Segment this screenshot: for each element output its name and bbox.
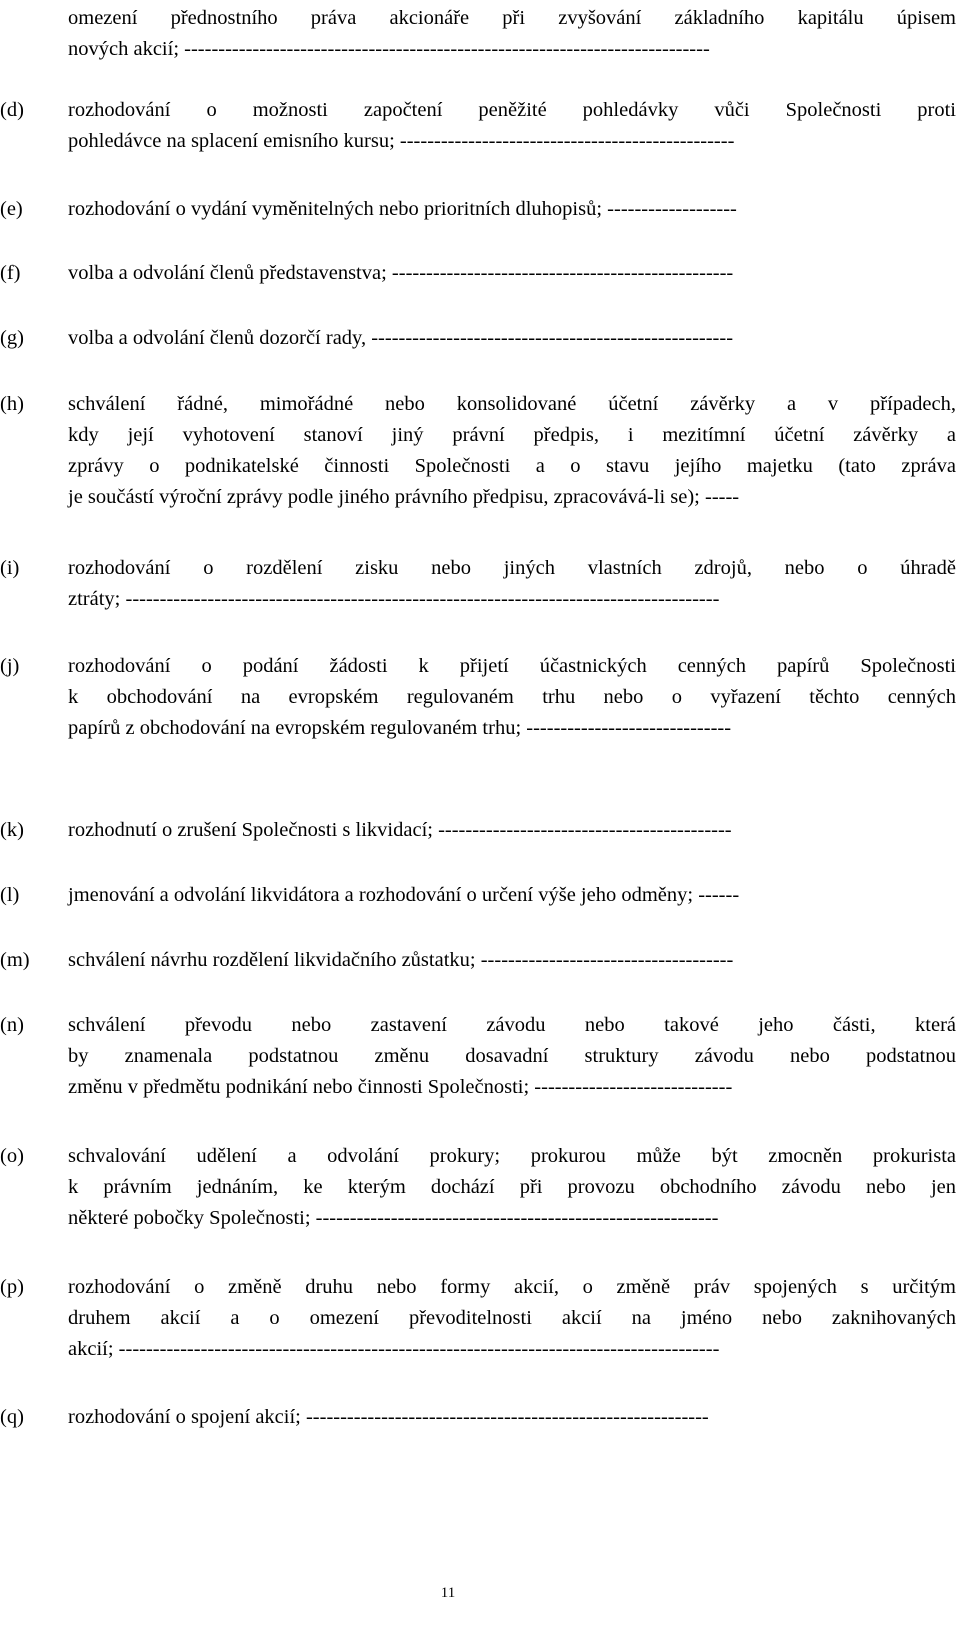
item-text: [68, 1272, 956, 1365]
text-line: rozhodování o možnosti započtení peněžité pohledávky vůči Společnosti proti: [68, 99, 956, 121]
text-line: schválení řádné, mimořádné nebo konsolidované účetní závěrky a v případech,: [68, 393, 956, 415]
text-line: schválení převodu nebo zastavení závodu nebo takové jeho části, která: [68, 1014, 956, 1036]
text-line: změnu v předmětu podnikání nebo činnosti Společnosti; -----------------------------: [68, 1076, 733, 1098]
text-line: rozhodování o podání žádosti k přijetí účastnických cenných papírů Společnosti: [68, 655, 956, 677]
item-text: [68, 553, 956, 615]
item-label: (l): [0, 884, 20, 906]
item-label: (p): [0, 1276, 24, 1298]
text-line: zprávy o podnikatelské činnosti Společnosti a o stavu jejího majetku (tato zpráva: [68, 455, 956, 477]
text-line: rozhodování o změně druhu nebo formy akcií, o změně práv spojených s určitým: [68, 1276, 956, 1298]
item-label: (e): [0, 198, 23, 220]
text-line: ztráty; ---------------------------------------------------------------------------------------: [68, 588, 720, 610]
item-text: [68, 1402, 956, 1433]
item-label: (d): [0, 99, 24, 121]
text-line: akcií; ----------------------------------------------------------------------------------------: [68, 1338, 720, 1360]
item-label: (i): [0, 557, 20, 579]
item-text: [68, 651, 956, 744]
text-line: by znamenala podstatnou změnu dosavadní struktury závodu nebo podstatnou: [68, 1045, 956, 1067]
item-text: [68, 389, 956, 513]
text-line: některé pobočky Společnosti; -----------------------------------------------------------: [68, 1207, 719, 1229]
text-line: schválení návrhu rozdělení likvidačního zůstatku; -------------------------------------: [68, 949, 734, 971]
text-line: je součástí výroční zprávy podle jiného právního předpisu, zpracovává-li se); -----: [68, 486, 740, 508]
item-label: (n): [0, 1014, 24, 1036]
text-line: volba a odvolání členů představenstva; --------------------------------------------------: [68, 262, 734, 284]
item-label: (k): [0, 819, 24, 841]
text-line: rozhodování o spojení akcií; -----------------------------------------------------------: [68, 1406, 709, 1428]
item-text: [68, 323, 956, 354]
text-line: pohledávce na splacení emisního kursu; -------------------------------------------------: [68, 130, 735, 152]
text-line: omezení přednostního práva akcionáře při zvyšování základního kapitálu úpisem: [68, 7, 956, 29]
text-line: druhem akcií a o omezení převoditelnosti akcií na jméno nebo zaknihovaných: [68, 1307, 956, 1329]
text-line: papírů z obchodování na evropském regulovaném trhu; ------------------------------: [68, 717, 732, 739]
item-text: [68, 945, 956, 976]
item-text: [68, 258, 956, 289]
text-line: volba a odvolání členů dozorčí rady, -----------------------------------------------------: [68, 327, 734, 349]
item-label: (j): [0, 655, 20, 677]
item-text: [68, 3, 956, 65]
text-line: rozhodnutí o zrušení Společnosti s likvidací; -------------------------------------------: [68, 819, 732, 841]
item-text: [68, 1141, 956, 1234]
item-label: (q): [0, 1406, 24, 1428]
item-label: (o): [0, 1145, 24, 1167]
page-number: 11: [440, 1585, 456, 1601]
item-text: [68, 1010, 956, 1103]
item-label: (g): [0, 327, 24, 349]
text-line: jmenování a odvolání likvidátora a rozhodování o určení výše jeho odměny; ------: [68, 884, 740, 906]
item-text: [68, 194, 956, 225]
text-line: schvalování udělení a odvolání prokury; prokurou může být zmocněn prokurista: [68, 1145, 956, 1167]
text-line: nových akcií; -----------------------------------------------------------------------------: [68, 38, 710, 60]
item-text: [68, 95, 956, 157]
item-text: [68, 815, 956, 846]
text-line: rozhodování o rozdělení zisku nebo jiných vlastních zdrojů, nebo o úhradě: [68, 557, 956, 579]
text-line: rozhodování o vydání vyměnitelných nebo prioritních dluhopisů; -------------------: [68, 198, 737, 220]
item-label: (h): [0, 393, 24, 415]
text-line: k obchodování na evropském regulovaném trhu nebo o vyřazení těchto cenných: [68, 686, 956, 708]
item-text: [68, 880, 956, 911]
text-line: k právním jednáním, ke kterým dochází při provozu obchodního závodu nebo jen: [68, 1176, 956, 1198]
text-line: kdy její vyhotovení stanoví jiný právní předpis, i mezitímní účetní závěrky a: [68, 424, 956, 446]
item-label: (m): [0, 949, 30, 971]
item-label: (f): [0, 262, 21, 284]
